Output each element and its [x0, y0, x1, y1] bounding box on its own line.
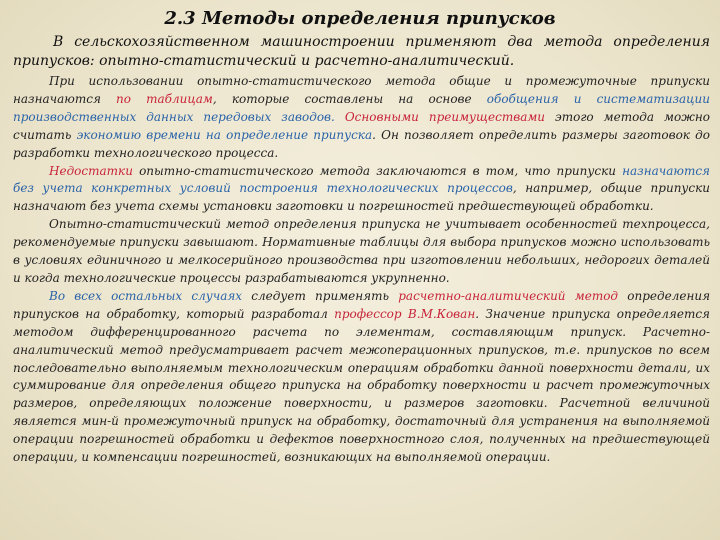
body-text — [13, 33, 710, 467]
highlight-blue-text: экономию времени на определение припуска — [76, 127, 373, 142]
paragraph-text: , например, общие припуски назначают без учета схемы установки заготовки и погрешностей предшествующей обработки. — [13, 181, 710, 214]
paragraph-text: опытно-статистического метода заключаются в том, что припуски — [132, 163, 623, 178]
paragraph-intro — [13, 33, 710, 71]
paragraph-text: В сельскохозяйственном машиностроении применяют два метода определения припусков: опытно-статистический и расчетно-аналитический. — [13, 34, 710, 69]
highlight-red-text: по таблицам — [116, 91, 213, 106]
paragraph-text: Опытно-статистический метод определения припуска не учитывает особенностей техпроцесса, рекомендуемые припуски завышают. Нормативные таблицы для выбора припусков можно использовать в условиях единичного и мелкосерийного производства при изготовлении небольших, недорогих деталей и когда технологические процессы разрабатываются укрупненно. — [13, 217, 710, 285]
highlight-red-text: Основными преимуществами — [344, 109, 546, 124]
paragraph-text: При использовании опытно-статистического метода общие и промежуточные припуски назначаются — [13, 74, 710, 106]
paragraph-disadvantages — [13, 163, 710, 217]
paragraph-text: , которые составлены на основе — [212, 91, 487, 106]
highlight-red-text: расчетно-аналитический метод — [398, 288, 619, 303]
paragraph-limitations — [13, 216, 710, 288]
highlight-red-text: Недостатки — [49, 163, 133, 178]
highlight-red-text: профессор В.М.Кован — [334, 306, 476, 321]
paragraph-text: этого метода можно считать — [13, 109, 710, 142]
paragraph-text — [335, 110, 345, 124]
paragraph-experimental-method — [13, 73, 710, 163]
highlight-blue-text: Во всех остальных случаях — [49, 288, 243, 303]
paragraph-text: следует применять — [242, 288, 399, 303]
paragraph-text: определения припусков на обработку, который разработал — [13, 288, 711, 321]
highlight-blue-text: обобщения и систематизации производственных данных передовых заводов. — [13, 91, 710, 124]
paragraph-analytical-method — [13, 288, 710, 467]
paragraph-text: . Он позволяет определить размеры заготовок до разработки технологического процесса. — [13, 127, 710, 160]
highlight-blue-text: назначаются без учета конкретных условий построения технологических процессов — [13, 163, 710, 196]
page-title: 2.3 Методы определения припусков — [164, 8, 556, 29]
paragraph-text: . Значение припуска определяется методом дифференцированного расчета по элементам, составляющим припуск. Расчетно-аналитический метод предусматривает расчет межоперационных припусков, т.е. припусков по всем последовательно выполняемым технологическим операциям обработки данной поверхности детали, их суммирование для определения общего припуска на обработку поверхности и расчет промежуточных размеров, определяющих положение поверхности, и размеров заготовки. Расчетной величиной является мин-й промежуточный припуск на обработку, достаточный для устранения на выполняемой операции погрешностей обработки и дефектов поверхностного слоя, полученных на предшествующей операции, и компенсации погрешностей, возникающих на выполняемой операции. — [13, 306, 710, 465]
